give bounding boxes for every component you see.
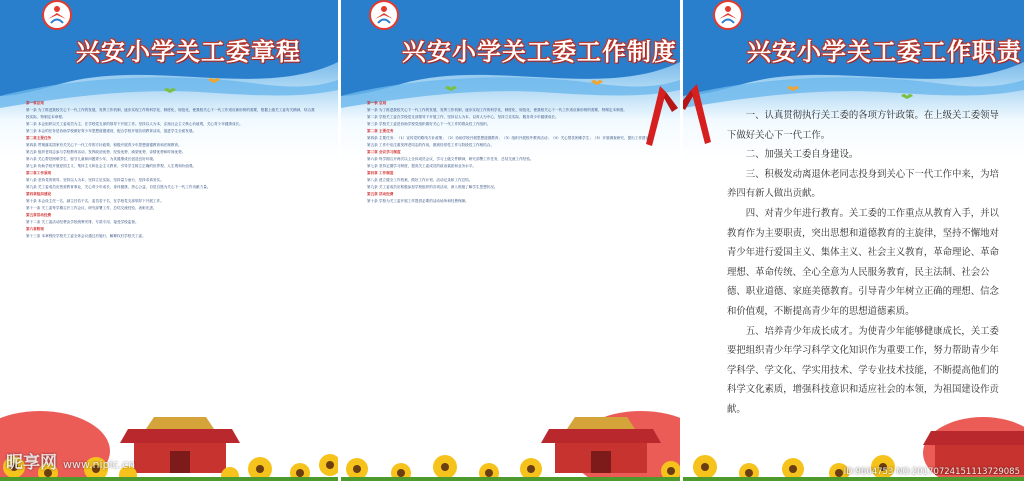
text-line: 第五章活动经费: [26, 213, 52, 217]
text-line: 第六条 关心帮扶困难学生、留守儿童和问题青少年，为其健康成长创造良好环境。: [26, 157, 157, 161]
text-line: 第十一条 关工委每学期召开工作会议，研究部署工作，总结交流经验，表彰先进。: [26, 206, 157, 210]
board-header: [341, 0, 680, 110]
duty-paragraph: 二、加强关工委自身建设。: [745, 149, 859, 161]
duties-text: [727, 106, 1000, 421]
watermark-site: 昵享网: [6, 453, 57, 473]
text-line: 第一条 为了推进我校关心下一代工作的发展，发挥工作机制，逐步实现工作的科学化、制度化、规范化，使我校关心下一代工作适应新形势的需要，根据上级关工委有关精神，结合我校实际，特制定本章程。: [26, 108, 315, 119]
text-line: 第三条 本会的任务是协助学校做好青少年思想道德建设，配合学校开展各项教育活动，促进学生全面发展。: [26, 129, 197, 133]
bird-icon: [208, 76, 220, 84]
text-line: 第六条 每学期召开两次以上全体成员会议，学习上级文件精神，研究部署工作任务，总结交流工作经验。: [367, 157, 534, 161]
board-charter: [0, 0, 338, 481]
bird-icon: [901, 92, 913, 100]
board-duties: [683, 0, 1024, 481]
school-logo-icon: [369, 0, 399, 30]
text-line: 第一条 为了推进我校关心下一代工作的发展，发挥工作机制，逐步实现工作的科学化、制度化、规范化，使我校关心下一代工作适应新形势的需要，特制定本制度。: [367, 108, 627, 112]
duty-paragraph: 四、对青少年进行教育。关工委的工作重点从教育入手，并以教育作为主要职责，突出思想和道德教育的主旋律，坚持不懈地对青少年进行爱国主义、集体主义、社会主义教育，革命理论、革命理想、革命传统、全心全意为人民服务教育，民主法制、社会公德、职业道德、家庭美德教育。引导青少年树立正确的理想、信念和价值观，不断提高青少年的思想道德素质。: [727, 207, 999, 317]
text-line: 第四章组织建设: [26, 192, 52, 196]
text-line: 第五条 工作中应注重发挥老同志的作用，做到经常性工作与阶段性工作相结合。: [367, 143, 494, 147]
board-footer: [683, 381, 1024, 481]
footer-scene: [341, 381, 680, 481]
bird-icon: [787, 84, 799, 92]
text-line: 第二章 主要任务: [367, 129, 394, 133]
text-line: 第一章总则: [26, 101, 44, 105]
work-system-text: [367, 100, 660, 421]
text-line: 第十条 学校为关工委开展工作提供必要的活动场所和经费保障。: [367, 199, 469, 203]
text-line: 第三条 学校关工委是协助学校党组织做好关心下一代工作的群众性工作组织。: [367, 122, 491, 126]
text-line: 第三章 会议学习制度: [367, 150, 401, 154]
text-line: 第一条 总则: [367, 101, 387, 105]
board-work-system: [341, 0, 680, 481]
text-line: 第十条 本会设主任一名，副主任若干名，委员若干名，在学校党支部领导下开展工作。: [26, 199, 164, 203]
text-line: 第七条 坚持定期学习制度，提高关工委成员的政治素质和业务水平。: [367, 164, 476, 168]
text-line: 第七条 协助学校开展爱国主义、集体主义和社会主义教育，引导学生树立正确的世界观、人生观和价值观。: [26, 164, 197, 168]
text-line: 第九条 关工委成员应热爱教育事业，关心青少年成长，身体健康，热心公益，自觉自愿为关心下一代工作贡献力量。: [26, 185, 211, 189]
text-line: 第八条 坚持党的领导，坚持以人为本，坚持立足实际，坚持量力而行，坚持求真务实。: [26, 178, 164, 182]
board-title: 兴安小学关工委工作制度: [402, 38, 677, 66]
duty-paragraph: 五、培养青少年成长成才。为使青少年能够健康成长，关工委要把组织青少年学习科学文化知识作为重要工作，努力帮助青少年学科学、学文化、学实用技术、学专业技术技能，不断提高他们的科学文化素质，增强科技意识和适应社会的本领，为祖国建设作贡献。: [727, 325, 999, 415]
board-header: [0, 0, 338, 110]
text-line: 第八条 建立健全工作档案，做好工作计划、活动记录和工作总结。: [367, 178, 473, 182]
red-scarf-icon: [683, 84, 719, 144]
text-line: 第四条 主要任务：（1）宣传党的路线方针政策；（2）协助学校开展思想道德教育；（3）组织开展校外教育活动；（4）关心帮扶困难学生；（5）开展调查研究，提出工作建议。: [367, 136, 653, 140]
text-line: 第四条 贯彻落实国家有关关心下一代工作的方针政策，积极开展青少年思想道德教育和法制教育。: [26, 143, 182, 147]
board-title: 兴安小学关工委章程: [76, 38, 301, 66]
board-title: 兴安小学关工委工作职责: [747, 38, 1022, 66]
charter-text: [26, 100, 318, 421]
text-line: 第三章工作原则: [26, 171, 52, 175]
board-header: [683, 0, 1024, 110]
text-line: 第二章主要任务: [26, 136, 52, 140]
text-line: 第五章 活动经费: [367, 192, 394, 196]
bird-icon: [445, 84, 457, 92]
bird-icon: [164, 86, 176, 94]
image-id-text: ID:9604753 NO:20170724151113729085: [843, 467, 1020, 477]
text-line: 第十二条 关工委活动经费由学校统筹安排，专款专用，接受学校监督。: [26, 220, 139, 224]
text-line: 第六章附则: [26, 227, 44, 231]
text-line: 第十三条 本章程经学校关工委全体会议通过后施行，解释权归学校关工委。: [26, 234, 146, 238]
watermark-url: www.nipic.cn: [63, 458, 136, 471]
bird-icon: [591, 78, 603, 86]
text-line: 第四章 工作制度: [367, 171, 394, 175]
text-line: 第九条 关工委成员应积极参加学校组织的各项活动，深入班级了解学生思想状况。: [367, 185, 498, 189]
text-line: 第二条 本会组织以关工委成员为主，在学校党支部的领导下开展工作。坚持以人为本，弘扬社会主义核心价值观，关心青少年健康成长。: [26, 122, 243, 126]
text-line: 第二条 学校关工委在学校党支部领导下开展工作，坚持以人为本，以育人为中心，坚持立足实际，服务青少年健康成长。: [367, 115, 559, 119]
text-line: 第五条 组织老同志参与学校教育活动，发挥政治优势、经验优势、威望优势、亲情优势和时间优势。: [26, 150, 186, 154]
footer-scene: [683, 381, 1024, 481]
school-logo-icon: [713, 0, 743, 30]
duty-paragraph: 三、积极发动离退休老同志投身到关心下一代工作中来，为培养四有新人做出贡献。: [727, 168, 999, 200]
watermark: [6, 448, 135, 473]
duty-paragraph: 一、认真贯彻执行关工委的各项方针政策。在上级关工委领导下做好关心下一代工作。: [727, 110, 999, 141]
school-logo-icon: [42, 0, 72, 30]
board-footer: [341, 381, 680, 481]
